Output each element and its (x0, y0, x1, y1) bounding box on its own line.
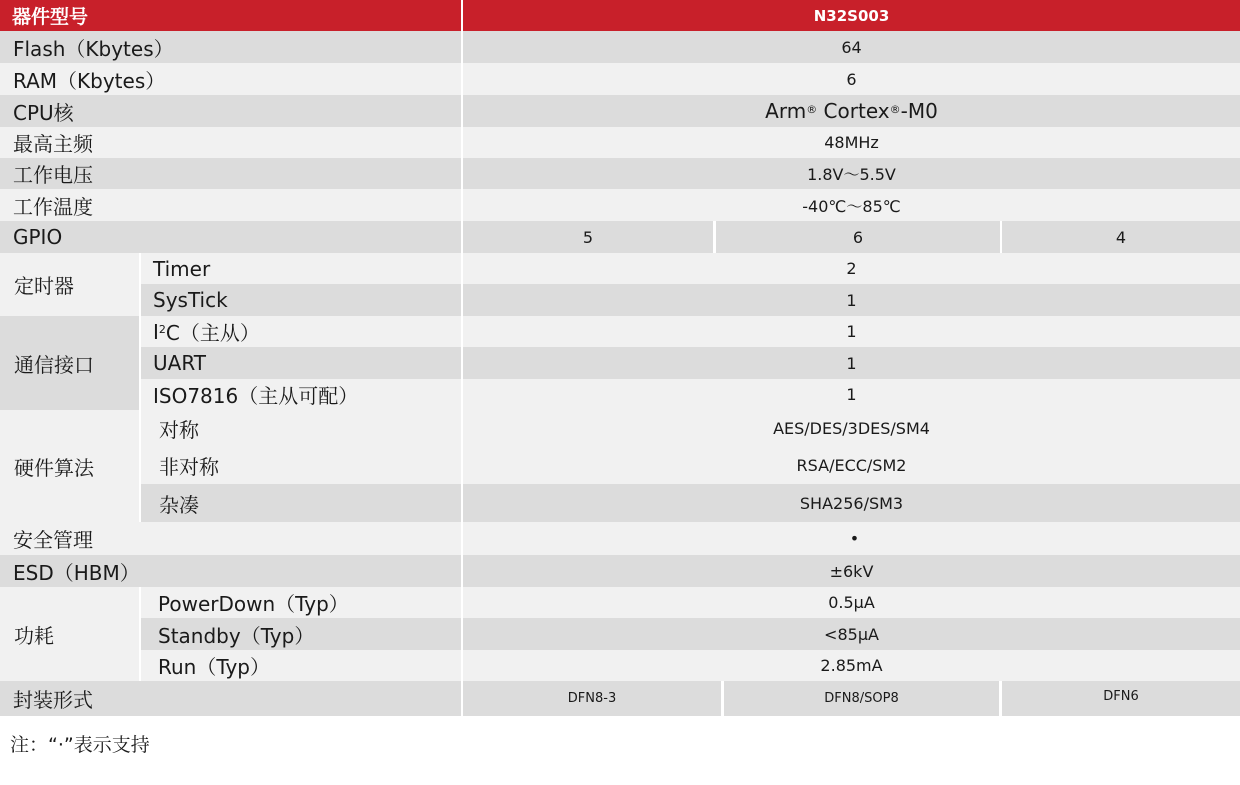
comm-group-label: 通信接口 (0, 316, 139, 410)
ram-value: 6 (463, 63, 1240, 95)
cpu-value (463, 95, 1240, 127)
cpu-reg-mark-1: ® (806, 102, 818, 116)
gpio-value-1: 5 (463, 221, 713, 253)
temp-value: -40℃～85℃ (463, 189, 1240, 221)
powerdown-value: 0.5μA (463, 587, 1240, 618)
gpio-label: GPIO (0, 221, 461, 253)
package-value-1: DFN8-3 (463, 681, 721, 716)
systick-value: 1 (463, 284, 1240, 316)
flash-value: 64 (463, 31, 1240, 63)
iso7816-label: ISO7816（主从可配） (141, 379, 461, 410)
esd-value: ±6kV (463, 555, 1240, 587)
freq-label: 最高主频 (0, 127, 461, 158)
package-label: 封装形式 (0, 681, 461, 716)
freq-value: 48MHz (463, 127, 1240, 158)
security-label: 安全管理 (0, 522, 461, 555)
flash-label: Flash（Kbytes） (0, 31, 461, 63)
systick-label: SysTick (141, 284, 461, 316)
package-value-2: DFN8/SOP8 (724, 681, 999, 716)
cpu-value-mid: Cortex (817, 99, 890, 123)
timer-value: 2 (463, 253, 1240, 284)
symmetric-value: AES/DES/3DES/SM4 (463, 410, 1240, 446)
hash-value: SHA256/SM3 (463, 484, 1240, 522)
header-label: 器件型号 (0, 0, 461, 31)
cpu-value-suffix: -M0 (900, 99, 938, 123)
timer-label: Timer (141, 253, 461, 284)
run-value: 2.85mA (463, 650, 1240, 681)
gpio-value-3: 4 (1002, 221, 1240, 253)
voltage-value: 1.8V～5.5V (463, 158, 1240, 189)
uart-value: 1 (463, 347, 1240, 379)
asymmetric-value: RSA/ECC/SM2 (463, 446, 1240, 484)
crypto-group-label: 硬件算法 (0, 410, 139, 522)
powerdown-label: PowerDown（Typ） (141, 587, 461, 618)
cpu-reg-mark-2: ® (889, 102, 901, 116)
cpu-value-prefix: Arm (765, 99, 807, 123)
esd-label: ESD（HBM） (0, 555, 461, 587)
standby-label: Standby（Typ） (141, 618, 461, 650)
package-value-3: DFN6 (1002, 681, 1240, 716)
power-group-label: 功耗 (0, 587, 139, 681)
i2c-value: 1 (463, 316, 1240, 347)
gpio-value-2: 6 (716, 221, 1000, 253)
iso7816-value: 1 (463, 379, 1240, 410)
i2c-label-b: C（主从） (165, 321, 260, 345)
symmetric-label: 对称 (141, 410, 461, 446)
hash-label: 杂凑 (141, 484, 461, 522)
asymmetric-label: 非对称 (141, 446, 461, 484)
uart-label: UART (141, 347, 461, 379)
standby-value: <85μA (463, 618, 1240, 650)
temp-label: 工作温度 (0, 189, 461, 221)
i2c-label-a: I (153, 319, 159, 344)
voltage-label: 工作电压 (0, 158, 461, 189)
footnote: 注：“·”表示支持 (10, 734, 150, 756)
i2c-label-sup: 2 (158, 323, 166, 336)
ram-label: RAM（Kbytes） (0, 63, 461, 95)
run-label: Run（Typ） (141, 650, 461, 681)
timer-group-label: 定时器 (0, 253, 139, 316)
cpu-label: CPU核 (0, 95, 461, 127)
header-model: N32S003 (463, 0, 1240, 31)
security-value: • (463, 522, 1240, 555)
i2c-label (141, 316, 461, 347)
